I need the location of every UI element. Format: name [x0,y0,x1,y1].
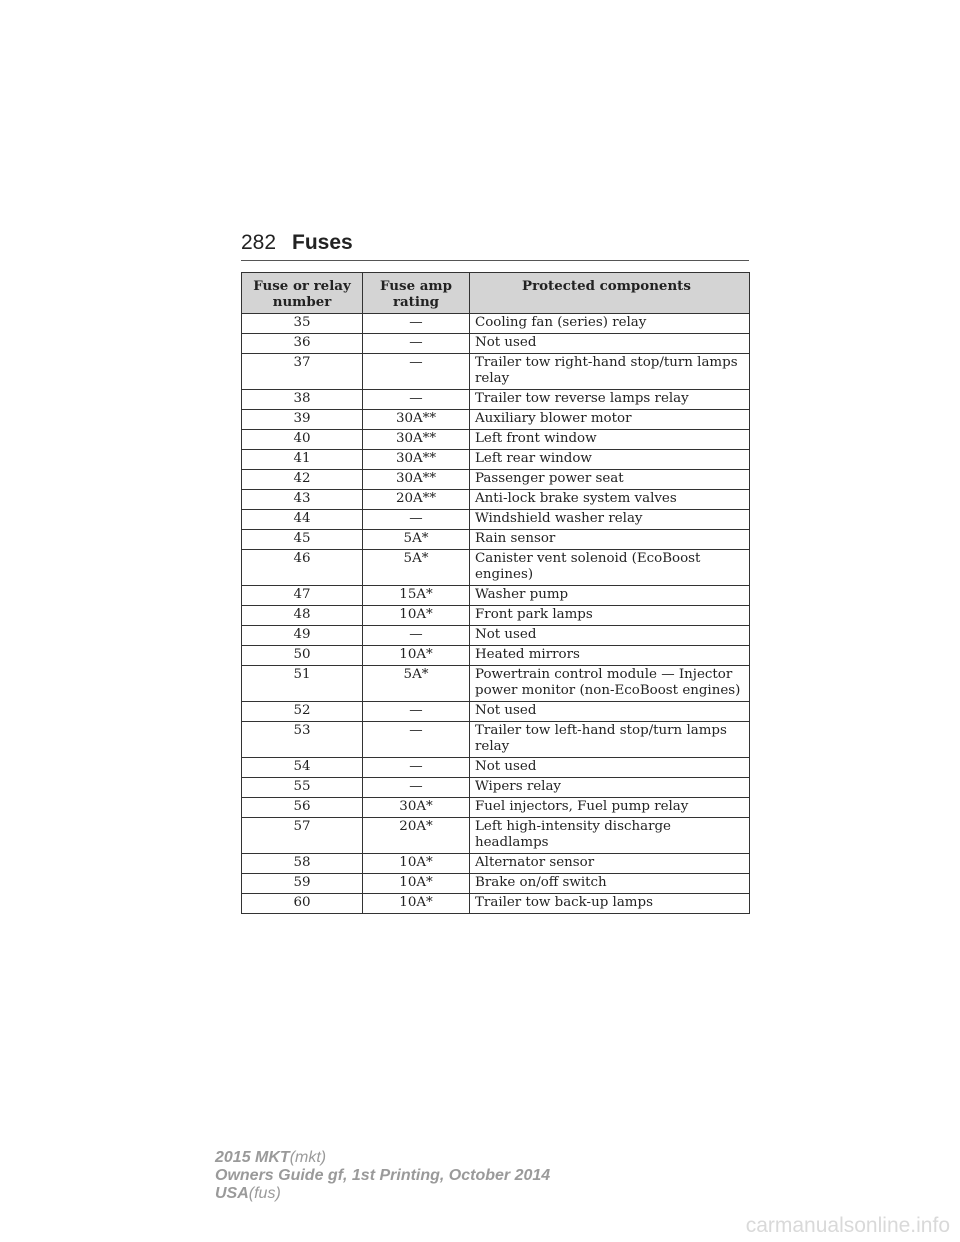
fuse-number-cell: 59 [242,874,363,894]
fuse-number-cell: 42 [242,470,363,490]
protected-component-cell: Trailer tow reverse lamps relay [470,390,750,410]
protected-component-cell: Cooling fan (series) relay [470,314,750,334]
amp-rating-cell: — [363,390,470,410]
amp-rating-cell: 20A* [363,818,470,854]
amp-rating-cell: 15A* [363,586,470,606]
amp-rating-cell: 30A** [363,470,470,490]
table-row [242,354,750,390]
page-number: 282 [241,231,277,254]
protected-component-cell: Anti-lock brake system valves [470,490,750,510]
table-row [242,490,750,510]
protected-component-cell: Rain sensor [470,530,750,550]
amp-rating-cell: 5A* [363,550,470,586]
table-row [242,646,750,666]
fuse-number-cell: 40 [242,430,363,450]
table-row [242,430,750,450]
amp-rating-cell: — [363,758,470,778]
column-header-components: Protected components [470,273,750,314]
protected-component-cell: Not used [470,758,750,778]
fuse-number-cell: 51 [242,666,363,702]
column-header-rating: Fuse amp rating [363,273,470,314]
protected-component-cell: Left rear window [470,450,750,470]
amp-rating-cell: 30A* [363,798,470,818]
table-row [242,450,750,470]
amp-rating-cell: 30A** [363,410,470,430]
table-row [242,722,750,758]
amp-rating-cell: — [363,354,470,390]
amp-rating-cell: — [363,626,470,646]
fuse-number-cell: 49 [242,626,363,646]
protected-component-cell: Not used [470,334,750,354]
amp-rating-cell: — [363,702,470,722]
table-row [242,626,750,646]
footer-market: USA [215,1185,249,1202]
table-row [242,606,750,626]
table-row [242,530,750,550]
protected-component-cell: Not used [470,626,750,646]
fuse-number-cell: 47 [242,586,363,606]
fuse-number-cell: 58 [242,854,363,874]
amp-rating-cell: 10A* [363,646,470,666]
table-row [242,702,750,722]
fuse-number-cell: 39 [242,410,363,430]
table-row [242,410,750,430]
protected-component-cell: Brake on/off switch [470,874,750,894]
amp-rating-cell: — [363,722,470,758]
amp-rating-cell: 10A* [363,606,470,626]
protected-component-cell: Trailer tow right-hand stop/turn lamps relay [470,354,750,390]
protected-component-cell: Passenger power seat [470,470,750,490]
table-row [242,818,750,854]
amp-rating-cell: — [363,510,470,530]
protected-component-cell: Powertrain control module — Injector power monitor (non-EcoBoost engines) [470,666,750,702]
fuse-table [241,272,750,914]
table-row [242,334,750,354]
footer-edition: Owners Guide gf, 1st Printing, October 2014 [215,1167,551,1184]
page-header [241,226,749,261]
amp-rating-cell: 20A** [363,490,470,510]
footer-market-code: (fus) [248,1185,281,1202]
fuse-number-cell: 56 [242,798,363,818]
table-row [242,758,750,778]
fuse-number-cell: 48 [242,606,363,626]
amp-rating-cell: 10A* [363,854,470,874]
fuse-number-cell: 45 [242,530,363,550]
amp-rating-cell: 30A** [363,430,470,450]
protected-component-cell: Heated mirrors [470,646,750,666]
table-row [242,510,750,530]
fuse-number-cell: 41 [242,450,363,470]
protected-component-cell: Windshield washer relay [470,510,750,530]
amp-rating-cell: — [363,314,470,334]
section-title: Fuses [292,231,353,254]
protected-component-cell: Canister vent solenoid (EcoBoost engines) [470,550,750,586]
fuse-number-cell: 46 [242,550,363,586]
fuse-number-cell: 43 [242,490,363,510]
amp-rating-cell: 10A* [363,874,470,894]
fuse-number-cell: 55 [242,778,363,798]
fuse-number-cell: 53 [242,722,363,758]
table-header-row [242,273,750,314]
amp-rating-cell: 10A* [363,894,470,914]
fuse-number-cell: 50 [242,646,363,666]
table-row [242,470,750,490]
footer-model: 2015 MKT [215,1149,290,1166]
amp-rating-cell: — [363,334,470,354]
amp-rating-cell: 5A* [363,666,470,702]
protected-component-cell: Left front window [470,430,750,450]
amp-rating-cell: 30A** [363,450,470,470]
fuse-number-cell: 38 [242,390,363,410]
footer-model-code: (mkt) [289,1149,327,1166]
amp-rating-cell: 5A* [363,530,470,550]
table-row [242,550,750,586]
protected-component-cell: Alternator sensor [470,854,750,874]
protected-component-cell: Wipers relay [470,778,750,798]
table-row [242,874,750,894]
table-row [242,798,750,818]
fuse-number-cell: 60 [242,894,363,914]
amp-rating-cell: — [363,778,470,798]
protected-component-cell: Washer pump [470,586,750,606]
fuse-number-cell: 54 [242,758,363,778]
protected-component-cell: Auxiliary blower motor [470,410,750,430]
table-row [242,854,750,874]
fuse-number-cell: 52 [242,702,363,722]
watermark: carmanualsonline.info [745,1214,950,1237]
fuse-number-cell: 35 [242,314,363,334]
fuse-number-cell: 57 [242,818,363,854]
table-row [242,314,750,334]
footer [215,1149,550,1203]
table-row [242,894,750,914]
protected-component-cell: Trailer tow back-up lamps [470,894,750,914]
table-row [242,390,750,410]
protected-component-cell: Not used [470,702,750,722]
protected-component-cell: Trailer tow left-hand stop/turn lamps relay [470,722,750,758]
protected-component-cell: Fuel injectors, Fuel pump relay [470,798,750,818]
fuse-number-cell: 37 [242,354,363,390]
table-row [242,666,750,702]
protected-component-cell: Left high-intensity discharge headlamps [470,818,750,854]
table-row [242,586,750,606]
protected-component-cell: Front park lamps [470,606,750,626]
fuse-number-cell: 36 [242,334,363,354]
column-header-number: Fuse or relay number [242,273,363,314]
table-row [242,778,750,798]
fuse-number-cell: 44 [242,510,363,530]
